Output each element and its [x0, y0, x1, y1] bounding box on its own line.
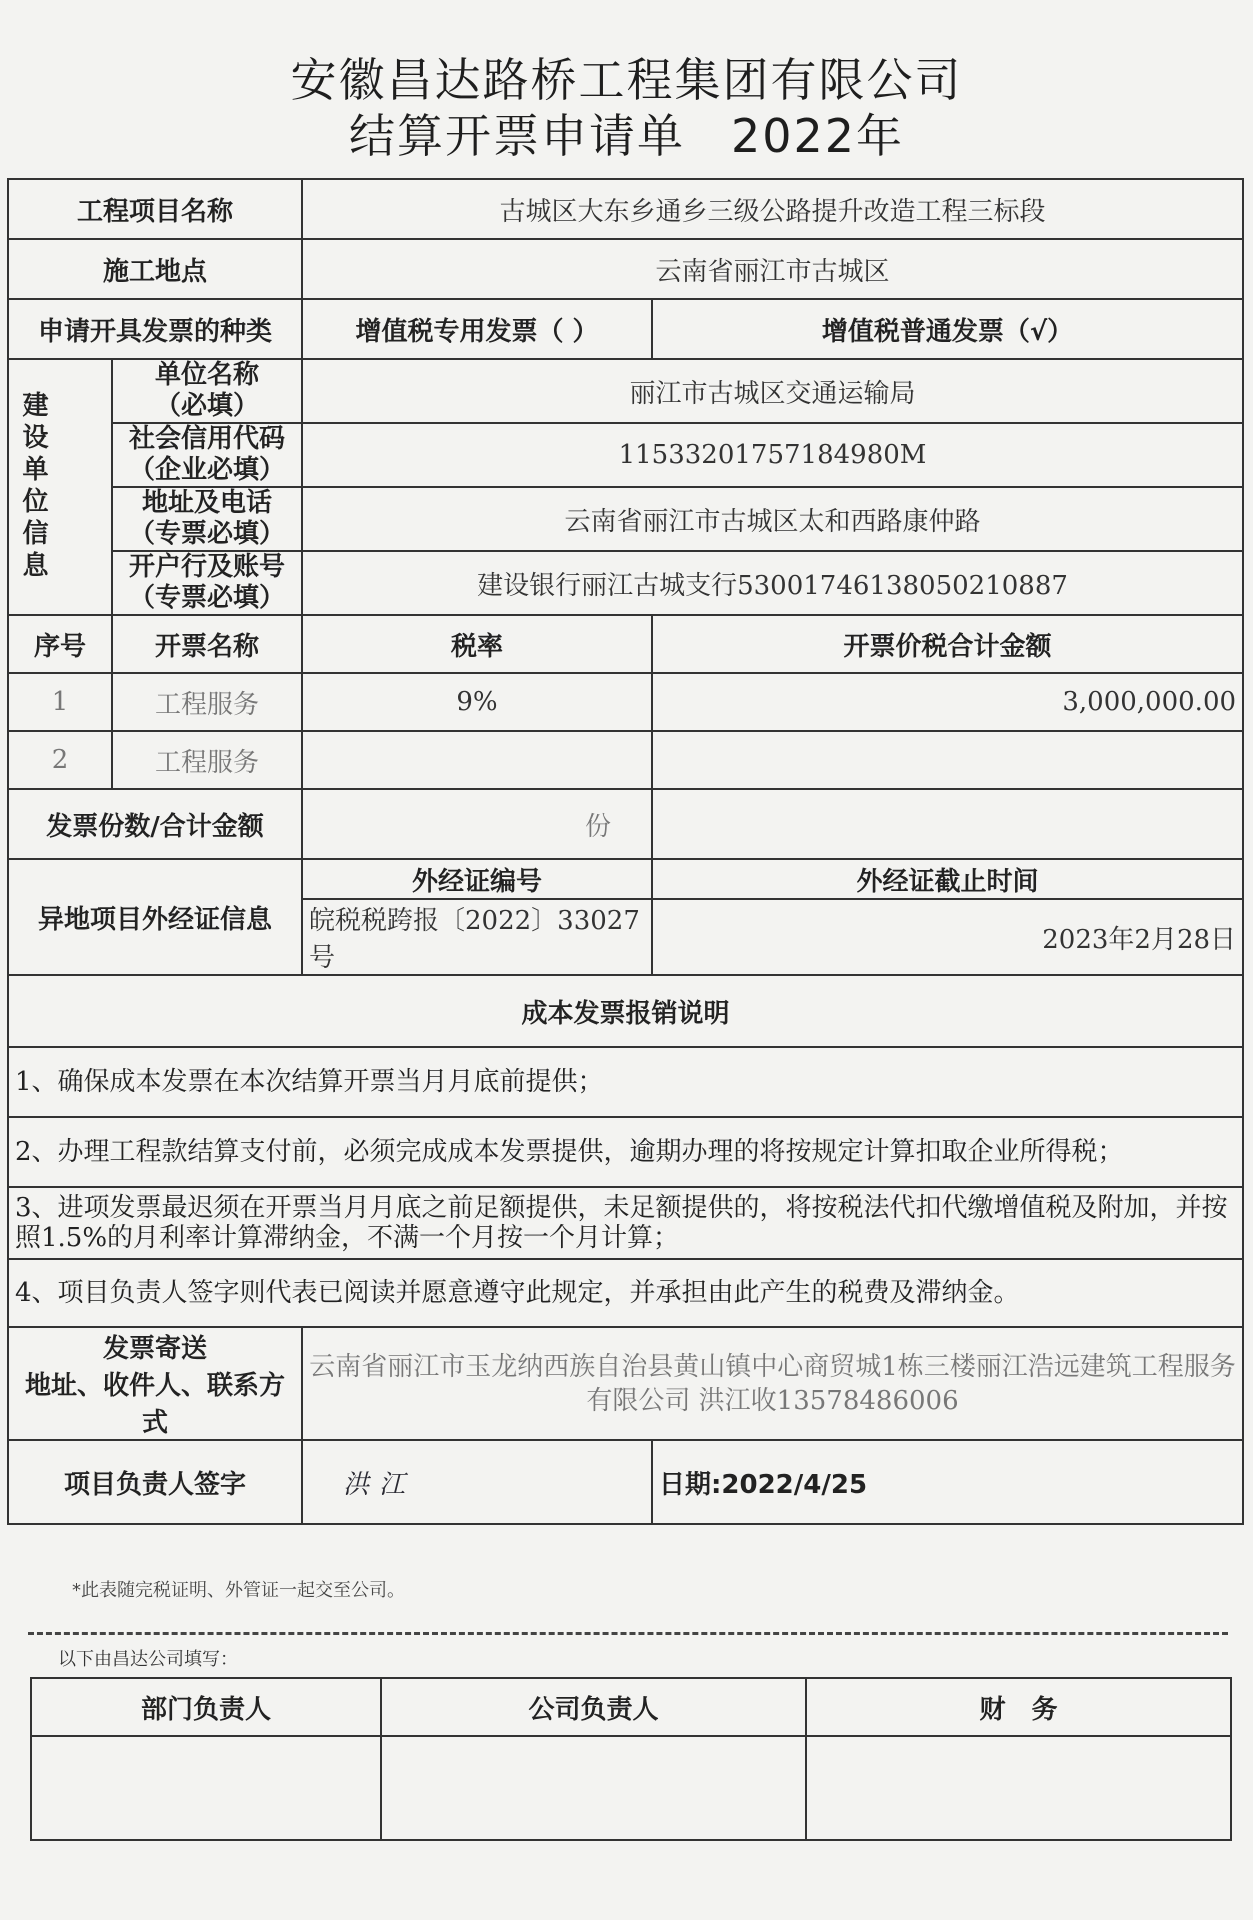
item-rate[interactable] — [302, 731, 652, 789]
builder-row — [8, 423, 1243, 487]
mailing-label-line2: 地址、收件人、联系方式 — [25, 1371, 286, 1438]
site-value[interactable]: 云南省丽江市古城区 — [302, 239, 1243, 299]
table-row — [8, 731, 1243, 789]
builder-field-label — [112, 487, 302, 551]
builder-row — [8, 359, 1243, 423]
project-name-label: 工程项目名称 — [8, 179, 302, 239]
form-year: 2022年 — [730, 109, 905, 163]
builder-field-name: 单位名称 — [155, 360, 260, 390]
project-name-row — [8, 179, 1243, 239]
cost-note-4: 4、项目负责人签字则代表已阅读并愿意遵守此规定，并承担由此产生的税费及滞纳金。 — [8, 1259, 1243, 1327]
builder-field-name: 社会信用代码 — [129, 424, 286, 454]
cost-note-2: 2、办理工程款结算支付前，必须完成成本发票提供，逾期办理的将按规定计算扣取企业所得税； — [8, 1117, 1243, 1187]
approval-sign-row — [31, 1736, 1231, 1840]
company-name: 安徽昌达路桥工程集团有限公司 — [290, 53, 963, 107]
note-row — [8, 1047, 1243, 1117]
builder-row — [8, 551, 1243, 615]
item-no: 2 — [8, 731, 112, 789]
company-approval-table — [30, 1677, 1232, 1841]
invoice-type-label: 申请开具发票的种类 — [8, 299, 302, 359]
finance-sign-field[interactable] — [806, 1736, 1231, 1840]
item-amount[interactable]: 3,000,000.00 — [652, 673, 1243, 731]
cost-note-3: 3、进项发票最迟须在开票当月月底之前足额提供，未足额提供的，将按税法代扣代缴增值税及附加，并按照1.5%的月利率计算滞纳金，不满一个月按一个月计算； — [8, 1187, 1243, 1259]
builder-field-name: 地址及电话 — [142, 488, 273, 518]
builder-field-label — [112, 551, 302, 615]
item-name[interactable]: 工程服务 — [112, 731, 302, 789]
col-header-rate: 税率 — [302, 615, 652, 673]
dept-head-header: 部门负责人 — [31, 1678, 381, 1736]
footnote: *此表随完税证明、外管证一起交至公司。 — [72, 1580, 405, 1601]
totals-row — [8, 789, 1243, 859]
builder-row — [8, 487, 1243, 551]
finance-header: 财 务 — [806, 1678, 1231, 1736]
company-head-sign-field[interactable] — [381, 1736, 806, 1840]
cost-notes-title-row — [8, 975, 1243, 1047]
site-row — [8, 239, 1243, 299]
builder-group-cell — [8, 359, 112, 615]
form-title — [0, 100, 1253, 166]
builder-group-label: 建设单位信息 — [18, 391, 48, 583]
permit-label: 异地项目外经证信息 — [8, 859, 302, 975]
normal-invoice-option[interactable]: 增值税普通发票（√） — [652, 299, 1243, 359]
address-phone-value[interactable]: 云南省丽江市古城区太和西路康仲路 — [302, 487, 1243, 551]
item-no: 1 — [8, 673, 112, 731]
col-header-name: 开票名称 — [112, 615, 302, 673]
builder-field-note: （企业必填） — [129, 455, 286, 485]
item-amount[interactable] — [652, 731, 1243, 789]
table-row — [8, 673, 1243, 731]
mailing-label — [8, 1327, 302, 1440]
mailing-row — [8, 1327, 1243, 1440]
builder-field-label — [112, 423, 302, 487]
permit-date-header: 外经证截止时间 — [652, 859, 1243, 899]
form-title-text: 结算开票申请单 — [348, 109, 685, 163]
dashed-divider — [28, 1632, 1228, 1635]
company-fill-intro: 以下由昌达公司填写： — [58, 1649, 238, 1670]
approval-header-row — [31, 1678, 1231, 1736]
items-header-row — [8, 615, 1243, 673]
signature-field[interactable]: 洪江 — [302, 1440, 652, 1524]
bank-account-value[interactable]: 建设银行丽江古城支行53001746138050210887 — [302, 551, 1243, 615]
project-name-value[interactable]: 古城区大东乡通乡三级公路提升改造工程三标段 — [302, 179, 1243, 239]
permit-date-value[interactable]: 2023年2月28日 — [652, 899, 1243, 975]
signature-label: 项目负责人签字 — [8, 1440, 302, 1524]
builder-field-note: （必填） — [155, 391, 260, 421]
invoice-type-row — [8, 299, 1243, 359]
permit-no-header: 外经证编号 — [302, 859, 652, 899]
builder-field-note: （专票必填） — [129, 583, 286, 613]
builder-name-value[interactable]: 丽江市古城区交通运输局 — [302, 359, 1243, 423]
mailing-value[interactable]: 云南省丽江市玉龙纳西族自治县黄山镇中心商贸城1栋三楼丽江浩远建筑工程服务有限公司 洪江收13578486006 — [302, 1327, 1243, 1440]
credit-code-value[interactable]: 11533201757184980M — [302, 423, 1243, 487]
item-rate[interactable]: 9% — [302, 673, 652, 731]
cost-note-1: 1、确保成本发票在本次结算开票当月月底前提供； — [8, 1047, 1243, 1117]
permit-header-row — [8, 859, 1243, 899]
builder-field-label — [112, 359, 302, 423]
builder-field-note: （专票必填） — [129, 519, 286, 549]
cost-notes-title: 成本发票报销说明 — [8, 975, 1243, 1047]
note-row — [8, 1259, 1243, 1327]
col-header-no: 序号 — [8, 615, 112, 673]
note-row — [8, 1187, 1243, 1259]
special-invoice-option[interactable]: 增值税专用发票（ ） — [302, 299, 652, 359]
invoice-count-field[interactable]: 份 — [302, 789, 652, 859]
site-label: 施工地点 — [8, 239, 302, 299]
signature-date[interactable]: 日期:2022/4/25 — [652, 1440, 1243, 1524]
signature-row — [8, 1440, 1243, 1524]
dept-head-sign-field[interactable] — [31, 1736, 381, 1840]
item-name[interactable]: 工程服务 — [112, 673, 302, 731]
note-row — [8, 1117, 1243, 1187]
col-header-amount: 开票价税合计金额 — [652, 615, 1243, 673]
builder-field-name: 开户行及账号 — [129, 552, 286, 582]
permit-no-value[interactable]: 皖税税跨报〔2022〕33027号 — [302, 899, 652, 975]
mailing-label-line1: 发票寄送 — [103, 1334, 208, 1364]
company-head-header: 公司负责人 — [381, 1678, 806, 1736]
application-form — [7, 178, 1244, 1525]
totals-label: 发票份数/合计金额 — [8, 789, 302, 859]
total-amount-field[interactable] — [652, 789, 1243, 859]
